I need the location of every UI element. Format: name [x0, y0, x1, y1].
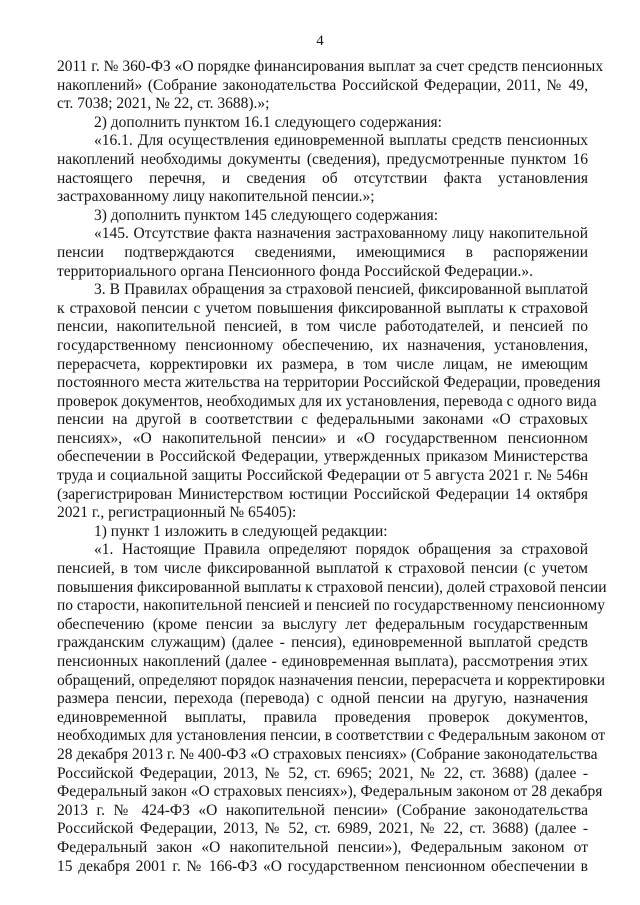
text-line: труда и социальной защиты Российской Федерации от 5 августа 2021 г. № 546н	[57, 467, 588, 485]
text-line: 3. В Правилах обращения за страховой пенсией, фиксированной выплатой	[94, 281, 588, 299]
text-line: накоплений необходимы документы (сведения), предусмотренные пунктом 16	[57, 150, 588, 168]
text-line: Федеральный закон «О страховых пенсиях»), Федеральным законом от 28 декабря	[57, 783, 603, 801]
text-line: «145. Отсутствие факта назначения застрахованному лицу накопительной	[94, 225, 588, 243]
text-line: необходимых для установления пенсии, в соответствии с Федеральным законом от	[57, 727, 606, 745]
text-line: пенсии на другой в соответствии с федеральными законами «О страховых	[57, 411, 588, 429]
text-line: 2021 г., регистрационный № 65405):	[57, 504, 297, 522]
text-line: «1. Настоящие Правила определяют порядок обращения за страховой	[94, 541, 588, 559]
text-line: обеспечении в Российской Федерации, утвержденных приказом Министерства	[57, 448, 588, 466]
text-line: Федеральный закон «О накопительной пенсии»), Федеральным законом от	[57, 838, 588, 856]
document-body	[57, 58, 607, 876]
text-line: обращений, определяют порядок назначения пенсии, перерасчета и корректировки	[57, 671, 606, 689]
text-line: повышения фиксированной выплаты к страховой пенсии), долей страховой пенсии	[57, 578, 607, 596]
text-line: гражданским служащим) (далее - пенсия), единовременной выплатой средств	[57, 634, 588, 652]
text-line: 2013 г. № 424-ФЗ «О накопительной пенсии» (Собрание законодательства	[57, 801, 588, 819]
text-line: застрахованному лицу накопительной пенсии.»;	[57, 188, 375, 206]
text-line: постоянного места жительства на территории Российской Федерации, проведения	[57, 374, 601, 392]
text-line: пенсиях», «О накопительной пенсии» и «О государственном пенсионном	[57, 429, 588, 447]
text-line: настоящего перечня, и сведения об отсутствии факта установления	[57, 169, 588, 187]
text-line: 28 декабря 2013 г. № 400-ФЗ «О страховых пенсиях» (Собрание законодательства	[57, 745, 598, 763]
text-line: Российской Федерации, 2013, № 52, ст. 6965; 2021, № 22, ст. 3688) (далее -	[57, 764, 588, 782]
text-line: государственному пенсионному обеспечению, их назначения, установления,	[57, 336, 588, 354]
text-line: ст. 7038; 2021, № 22, ст. 3688).»;	[57, 95, 270, 113]
text-line: пенсии, накопительной пенсией, в том числе работодателей, и пенсией по	[57, 318, 588, 336]
text-line: обеспечению (кроме пенсии за выслугу лет федеральным государственным	[57, 615, 588, 633]
text-line: пенсионных накоплений (далее - единовременная выплата), рассмотрения этих	[57, 653, 588, 670]
text-line: 15 декабря 2001 г. № 166-ФЗ «О государственном пенсионном обеспечении в	[57, 857, 588, 875]
text-line: единовременной выплаты, правила проведения проверок документов,	[57, 708, 588, 726]
text-line: территориального органа Пенсионного фонда Российской Федерации.».	[57, 262, 533, 280]
text-line: пенсией, в том числе фиксированной выплатой к страховой пенсии (с учетом	[57, 560, 588, 578]
page-number: 4	[316, 33, 324, 49]
text-line: пенсии подтверждаются сведениями, имеющимися в распоряжении	[57, 243, 588, 261]
text-line: перерасчета, корректировки их размера, в том числе лицам, не имеющим	[57, 355, 588, 373]
text-line: Российской Федерации, 2013, № 52, ст. 6989, 2021, № 22, ст. 3688) (далее -	[57, 820, 588, 838]
text-line: по старости, накопительной пенсией и пенсией по государственному пенсионному	[57, 597, 605, 615]
text-line: проверок документов, необходимых для их установления, перевода с одного вида	[57, 392, 597, 410]
text-line: размера пенсии, перехода (перевода) с одной пенсии на другую, назначения	[57, 690, 588, 708]
text-line: 1) пункт 1 изложить в следующей редакции:	[94, 522, 388, 540]
text-line: (зарегистрирован Министерством юстиции Российской Федерации 14 октября	[57, 485, 588, 503]
text-line: к страховой пенсии с учетом повышения фиксированной выплаты к страховой	[57, 299, 588, 317]
text-line: 2) дополнить пунктом 16.1 следующего содержания:	[94, 113, 442, 131]
text-line: «16.1. Для осуществления единовременной выплаты средств пенсионных	[94, 132, 588, 150]
text-line: 2011 г. № 360-ФЗ «О порядке финансирования выплат за счет средств пенсионных	[57, 58, 604, 75]
text-line: накоплений» (Собрание законодательства Российской Федерации, 2011, № 49,	[57, 76, 588, 94]
text-line: 3) дополнить пунктом 145 следующего содержания:	[94, 206, 439, 224]
